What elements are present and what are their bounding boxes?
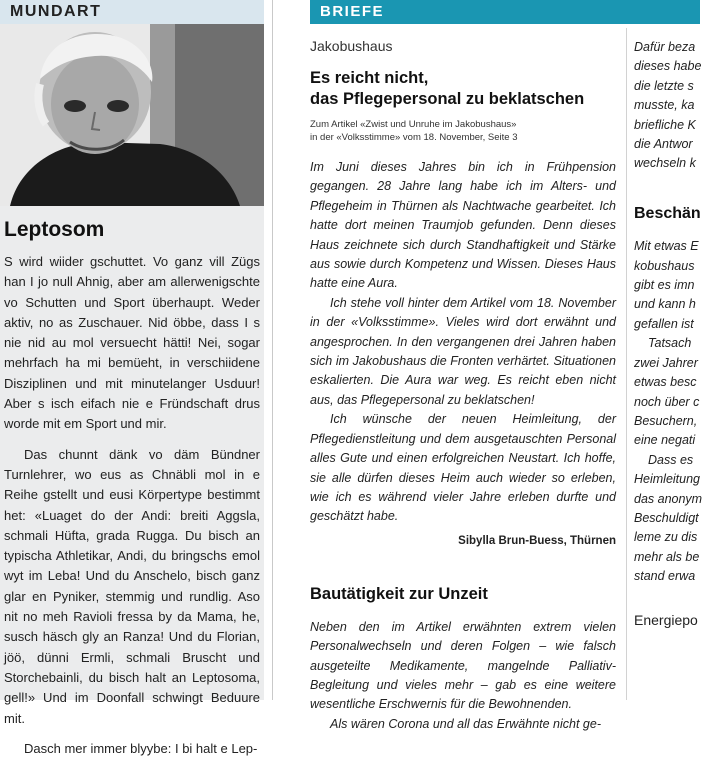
letter2-paragraph: Als wären Corona und all das Erwähnte nicht ge- <box>330 716 601 731</box>
mundart-paragraph: S wird wiider gschuttet. Vo ganz vill Zügs han I jo null Ahnig, aber am allerwenigschte vo Schutten und Sport überhaupt. Weder aktiv, no as Zuschauer. Nid öbbe, dass I s nie nid au mol versuecht hätti! Nei, sogar mehrfach ha mi bemüeht, in verschiidene Disziplinen und mit minutelanger Usduur! Aber s isch eifach nie e Fründschaft drus worde mit em Sport und mir. <box>4 254 260 432</box>
right-text-line: Dass es <box>648 452 694 467</box>
letter-reference-line: in der «Volksstimme» vom 18. November, Seite 3 <box>310 132 518 143</box>
right-text-line: Tatsach <box>648 336 692 351</box>
briefe-section-bar <box>310 0 700 24</box>
mundart-headline: Leptosom <box>4 218 105 241</box>
right-text-block <box>634 38 700 174</box>
right-text-line: eine negati <box>634 433 696 448</box>
mundart-section-bar <box>0 0 264 25</box>
right-text-line: zwei Jahrer <box>634 355 698 370</box>
letters-column <box>310 38 616 734</box>
right-footer-text: Energiepo <box>634 611 698 628</box>
mundart-column <box>0 0 264 756</box>
right-text-line: das anonym <box>634 491 702 506</box>
right-text-line: Heimleitung <box>634 472 701 487</box>
letter-paragraph: Ich wünsche der neuen Heimleitung, der Pflegedienstleitung und dem ausgetauschten Personal alles Gute und einen erfolgreichen Neustart. Ich hoffe, sie alle dürfen dieses Heim auch wieder so erleben, wie ich es während vieler Jahre erleben durfte und geschätzt habe. <box>310 412 616 524</box>
right-text-line: Mit etwas E <box>634 239 699 254</box>
letter-reference <box>310 118 616 144</box>
right-text-line: die Antwor <box>634 137 693 152</box>
right-text-line: wechseln k <box>634 156 696 171</box>
letter-headline-line: Es reicht nicht, <box>310 69 429 87</box>
right-text-line: mehr als be <box>634 549 700 564</box>
mundart-paragraph: Dasch mer immer blyybe: I bi halt e Lep- <box>24 740 258 756</box>
right-text-block <box>634 237 700 586</box>
right-text-line: dieses habe <box>634 59 702 74</box>
right-text-line: Beschuldigt <box>634 510 699 525</box>
letter2-body <box>310 618 616 734</box>
right-text-line: etwas besc <box>634 375 697 390</box>
letter-headline <box>310 68 616 110</box>
column-rule <box>626 28 627 700</box>
right-text-line: Dafür beza <box>634 40 696 54</box>
right-text-line: stand erwa <box>634 569 696 584</box>
letter2-headline: Bautätigkeit zur Unzeit <box>310 584 488 603</box>
letter-signature: Sibylla Brun-Buess, Thürnen <box>458 534 616 547</box>
letter-paragraph: Im Juni dieses Jahres bin ich in Frühpension gegangen. 28 Jahre lang habe ich im Alters- und Pflegeheim in Thürnen als Nachtwache gearbeitet. Ich hatte dort meinen Traumjob gefunden. Denn dieses Haus zeichnete sich durch Standhaftigkeit und Stärke aus sowie durch Kompetenz und Wissen. Dieses Haus hatte eine Aura. <box>310 160 616 291</box>
clipped-right-column <box>634 38 700 700</box>
right-text-line: gefallen ist <box>634 316 694 331</box>
letter2-paragraph: Neben den im Artikel erwähnten extrem vielen Personalwechseln und deren Folgen – wie falsch ausgeteilte Medikamente, mangelnde Palliativ-Begleitung und vieles mehr – gab es eine weitere wesentliche Erschwernis für die Bewohnenden. <box>310 619 616 712</box>
letter-reference-line: Zum Artikel «Zwist und Unruhe im Jakobushaus» <box>310 119 517 130</box>
right-headline: Beschän <box>634 204 701 222</box>
briefe-section-label: BRIEFE <box>320 3 385 20</box>
right-text-line: noch über c <box>634 394 700 409</box>
right-text-line: gibt es imn <box>634 278 695 293</box>
portrait-photo <box>0 24 264 206</box>
right-text-line: die letzte s <box>634 78 694 93</box>
author-portrait <box>0 24 264 206</box>
right-text-line: briefliche K <box>634 117 696 132</box>
right-text-line: leme zu dis <box>634 530 698 545</box>
letter-headline-line: das Pflegepersonal zu beklatschen <box>310 90 585 108</box>
right-text-line: musste, ka <box>634 98 695 113</box>
column-divider <box>272 0 273 700</box>
right-text-line: und kann h <box>634 297 696 312</box>
right-text-line: Besuchern, <box>634 413 698 428</box>
mundart-paragraph: Das chunnt dänk vo däm Bündner Turnlehrer, wo eus as Chnäbli mol in e Reihe gstellt und eusi Körpertype bestimmt het: «Luaget do der Andi: breiti Aggsla, schmali Hüfta, grada Rugga. Du bisch an typischa Athletikar, Andi, du bringschs emol wyt im Leba! Und du Anschelo, bisch ganz glar en Pyniker, stemmig und rundlig. Aso nit no meh Ravioli fressa by da Mama, he, susch häsch gly an Ranza! Und du Florian, jöö, dünni Ermli, schmali Bruscht und Storchebainli, du bisch halt an Leptosoma, gell!» Und im Doonfall schwingt Beduure mit. <box>4 446 260 726</box>
mundart-section-label: MUNDART <box>10 3 102 20</box>
letter-paragraph: Ich stehe voll hinter dem Artikel vom 18. November in der «Volksstimme». Vieles wird dort erwähnt und angesprochen. In den vergangenen drei Jahren haben sich im Jakobushaus die Fronten verhärtet. Situationen eskalierten. Die Aura war weg. Es reicht eben nicht aus, das Pflegepersonal zu beklatschen! <box>310 295 616 407</box>
mundart-article-body <box>4 252 260 759</box>
right-text-line: kobushaus <box>634 258 695 273</box>
letter-body <box>310 158 616 527</box>
letter-kicker: Jakobushaus <box>310 38 393 54</box>
